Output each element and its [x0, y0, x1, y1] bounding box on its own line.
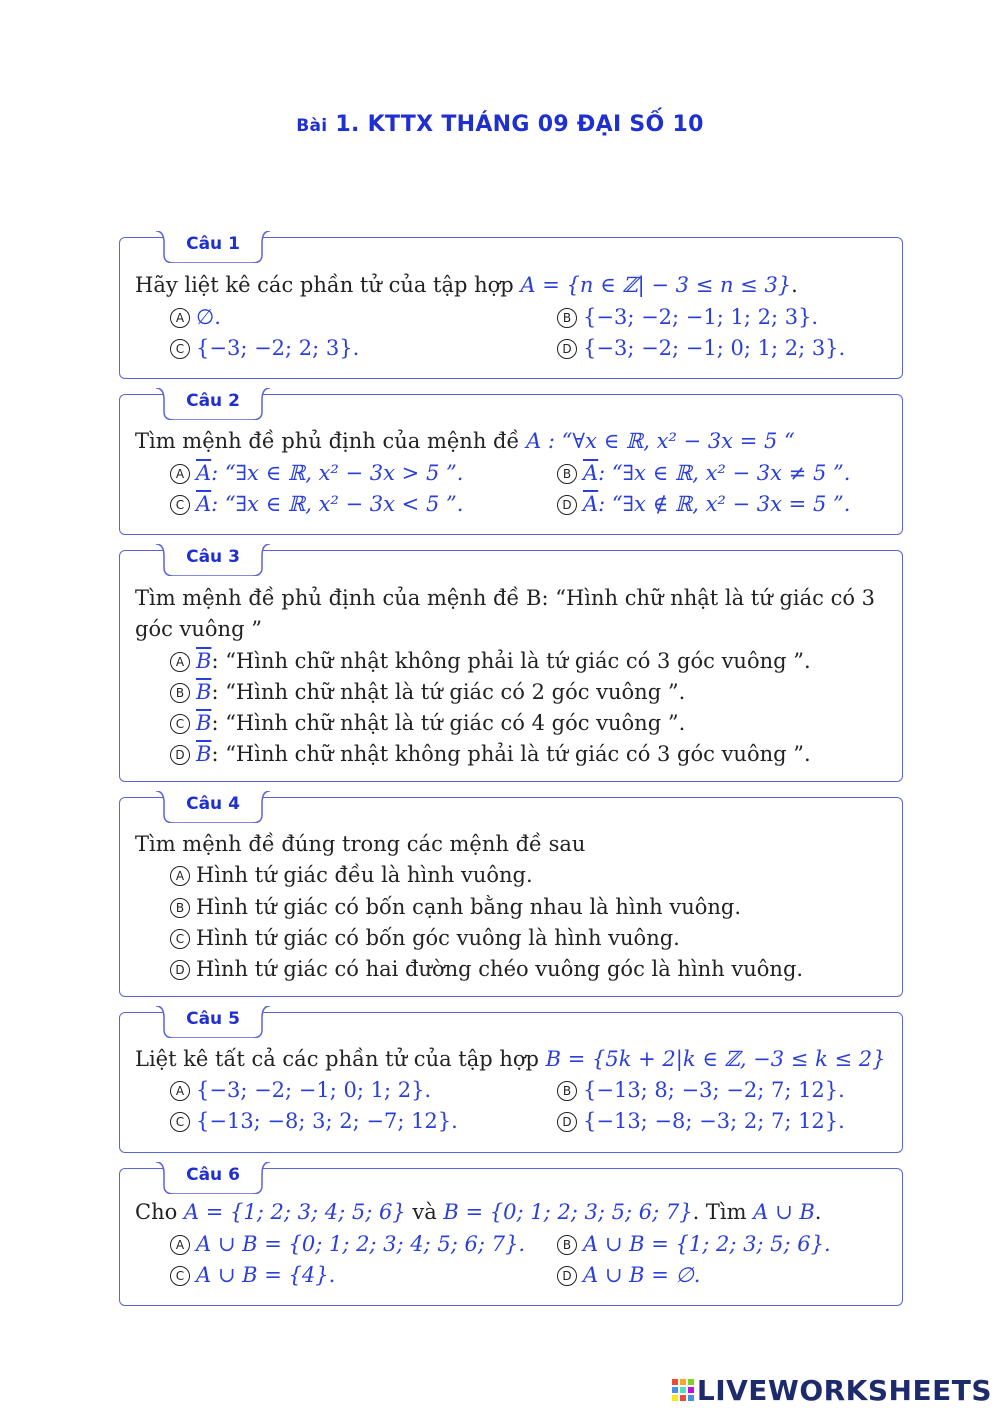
- page-title: [0, 112, 1000, 137]
- liveworksheets-icon: [671, 1378, 695, 1402]
- option-b[interactable]: B Hình tứ giác có bốn cạnh bằng nhau là hình vuông.: [170, 892, 741, 923]
- option-a[interactable]: A A ∪ B = {0; 1; 2; 3; 4; 5; 6; 7}.: [170, 1229, 525, 1260]
- option-b[interactable]: B $\overline{A}$: “∃x ∈ ℝ, x² − 3x ≠ 5 ”.: [557, 458, 850, 489]
- question-tab: [158, 544, 268, 576]
- question-tab: [158, 231, 268, 263]
- option-a[interactable]: A $\overline{A}$: “∃x ∈ ℝ, x² − 3x > 5 ”.: [170, 458, 463, 489]
- option-a[interactable]: A {−3; −2; −1; 0; 1; 2}.: [170, 1075, 431, 1106]
- question-tab: [158, 791, 268, 823]
- option-a[interactable]: A Hình tứ giác đều là hình vuông.: [170, 860, 533, 891]
- question-1: [119, 234, 903, 379]
- question-tab: [158, 1006, 268, 1038]
- option-b[interactable]: B {−13; 8; −3; −2; 7; 12}.: [557, 1075, 845, 1106]
- option-d[interactable]: D Hình tứ giác có hai đường chéo vuông góc là hình vuông.: [170, 954, 803, 985]
- question-label: Câu 6: [186, 1165, 240, 1185]
- option-d[interactable]: D A ∪ B = ∅.: [557, 1260, 700, 1291]
- option-c[interactable]: C $\overline{B}$: “Hình chữ nhật là tứ giác có 4 góc vuông ”.: [170, 708, 685, 739]
- option-d[interactable]: D {−13; −8; −3; 2; 7; 12}.: [557, 1106, 845, 1137]
- liveworksheets-logo: [671, 1374, 992, 1407]
- question-stem: Hãy liệt kê các phần tử của tập hợp A = {n ∈ ℤ| − 3 ≤ n ≤ 3}.: [135, 273, 798, 297]
- option-c[interactable]: C $\overline{A}$: “∃x ∈ ℝ, x² − 3x < 5 ”.: [170, 489, 463, 520]
- question-stem: Liệt kê tất cả các phần tử của tập hợp B = {5k + 2|k ∈ ℤ, −3 ≤ k ≤ 2}: [135, 1047, 886, 1071]
- option-c[interactable]: C A ∪ B = {4}.: [170, 1260, 335, 1291]
- title-prefix: Bài: [296, 116, 328, 136]
- question-label: Câu 3: [186, 547, 240, 567]
- option-b[interactable]: B {−3; −2; −1; 1; 2; 3}.: [557, 302, 818, 333]
- option-c[interactable]: C {−3; −2; 2; 3}.: [170, 333, 359, 364]
- option-c[interactable]: C Hình tứ giác có bốn góc vuông là hình vuông.: [170, 923, 680, 954]
- question-6: [119, 1165, 903, 1306]
- question-tab: [158, 388, 268, 420]
- question-label: Câu 2: [186, 391, 240, 411]
- question-stem: Tìm mệnh đề phủ định của mệnh đề A : “∀x ∈ ℝ, x² − 3x = 5 “: [135, 429, 795, 453]
- title-text: 1. KTTX THÁNG 09 ĐẠI SỐ 10: [335, 112, 704, 137]
- liveworksheets-brand: LIVEWORKSHEETS: [696, 1374, 992, 1407]
- question-5: [119, 1009, 903, 1153]
- option-b[interactable]: B $\overline{B}$: “Hình chữ nhật là tứ giác có 2 góc vuông ”.: [170, 677, 685, 708]
- option-a[interactable]: A $\overline{B}$: “Hình chữ nhật không phải là tứ giác có 3 góc vuông ”.: [170, 646, 811, 677]
- option-a[interactable]: A ∅.: [170, 302, 221, 333]
- option-d[interactable]: D $\overline{B}$: “Hình chữ nhật không phải là tứ giác có 3 góc vuông ”.: [170, 739, 811, 770]
- question-stem: Tìm mệnh đề đúng trong các mệnh đề sau: [135, 832, 586, 856]
- question-stem: Tìm mệnh đề phủ định của mệnh đề B: “Hình chữ nhật là tứ giác có 3 góc vuông ”: [135, 586, 876, 641]
- question-stem: Cho A = {1; 2; 3; 4; 5; 6} và B = {0; 1; 2; 3; 5; 6; 7}. Tìm A ∪ B.: [135, 1200, 822, 1224]
- option-c[interactable]: C {−13; −8; 3; 2; −7; 12}.: [170, 1106, 458, 1137]
- question-label: Câu 4: [186, 794, 240, 814]
- question-label: Câu 5: [186, 1009, 240, 1029]
- question-4: [119, 794, 903, 997]
- option-b[interactable]: B A ∪ B = {1; 2; 3; 5; 6}.: [557, 1229, 831, 1260]
- question-3: [119, 547, 903, 782]
- option-d[interactable]: D $\overline{A}$: “∃x ∉ ℝ, x² − 3x = 5 ”.: [557, 489, 850, 520]
- question-tab: [158, 1162, 268, 1194]
- question-label: Câu 1: [186, 234, 240, 254]
- option-d[interactable]: D {−3; −2; −1; 0; 1; 2; 3}.: [557, 333, 845, 364]
- question-2: [119, 391, 903, 535]
